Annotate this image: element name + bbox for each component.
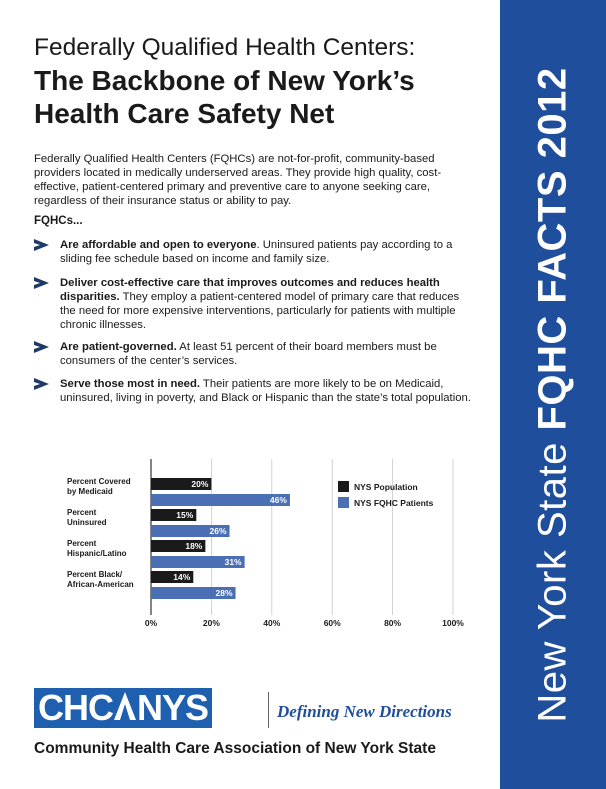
bullet-heading: Deliver cost-effective care that improves outcomes and reduces health disparities. [60,277,440,303]
category-label: Percent Covered [67,477,131,486]
title-line-1: Federally Qualified Health Centers: [34,34,416,61]
x-tick-label: 20% [202,618,220,628]
bullet-item [34,377,474,405]
chcanys-logo [34,688,212,728]
logo-divider [268,692,269,728]
category-label: Percent [67,508,97,517]
bar-value-label: 26% [209,526,227,536]
bullet-item [34,238,474,266]
logo-nys-text: NYS [137,687,209,728]
sidebar-title-facts: FQHC FACTS 2012 [530,67,575,431]
category-label: Percent Black/ [67,570,123,579]
category-label: by Medicaid [67,487,113,496]
bar-value-label: 31% [224,557,242,567]
bullet-text: They employ a patient-centered model of primary care that reduces the need for more expensive interventions, particularly for patients with multiple chronic illnesses. [60,291,460,331]
intro-paragraph: Federally Qualified Health Centers (FQHCs) are not-for-profit, community-based providers located in medically underserved areas. They provide high quality, cost-effective, patient-centered primary and preventive care to anyone seeking care, regardless of their insurance status or ability to pay. [34,153,442,207]
logo-tagline: Defining New Directions [277,702,452,721]
x-tick-label: 80% [384,618,402,628]
bullet-text: At least 51 percent of their board members must be consumers of the center’s services. [60,341,437,367]
x-tick-label: 40% [263,618,281,628]
bar-value-label: 46% [269,495,287,505]
logo-chc-text: CHC [38,687,113,728]
bullet-heading: Are affordable and open to everyone [60,239,257,251]
arrow-icon [34,239,49,251]
bar-value-label: 18% [185,541,203,551]
bar-value-label: 15% [176,510,194,520]
legend-swatch [338,497,349,508]
category-label: Uninsured [67,518,107,527]
bar-chart [40,455,480,635]
bullet-text: . Uninsured patients pay according to a sliding fee schedule based on income and family size. [60,239,453,265]
organization-name: Community Health Care Association of New York State [34,740,436,757]
bullet-item [34,276,474,332]
title-line-2: The Backbone of New York’s [34,65,415,96]
bullet-text: Their patients are more likely to be on Medicaid, uninsured, living in poverty, and Black or Hispanic than the state’s total population. [60,378,471,404]
arrow-icon [34,378,49,390]
sidebar-title [531,67,576,722]
category-label: Percent [67,539,97,548]
arrow-icon [34,341,49,353]
bar-value-label: 14% [173,572,191,582]
arrow-icon [34,277,49,289]
bullet-heading: Serve those most in need. [60,378,200,390]
logo-a-mark-icon [113,690,137,730]
title-main [34,64,415,130]
legend-label: NYS Population [354,482,418,492]
sidebar-title-state: New York State [530,430,575,723]
bullet-item [34,340,474,368]
legend-label: NYS FQHC Patients [354,498,434,508]
category-label: Hispanic/Latino [67,549,127,558]
title-line-3: Health Care Safety Net [34,98,335,129]
bullet-heading: Are patient-governed. [60,341,177,353]
sidebar-banner [500,0,606,789]
category-label: African-American [67,580,134,589]
legend-swatch [338,481,349,492]
bar-value-label: 28% [215,588,233,598]
x-tick-label: 100% [442,618,464,628]
x-tick-label: 0% [144,618,158,628]
x-tick-label: 60% [323,618,341,628]
bar-value-label: 20% [191,479,209,489]
fqhcs-label: FQHCs... [34,215,83,227]
